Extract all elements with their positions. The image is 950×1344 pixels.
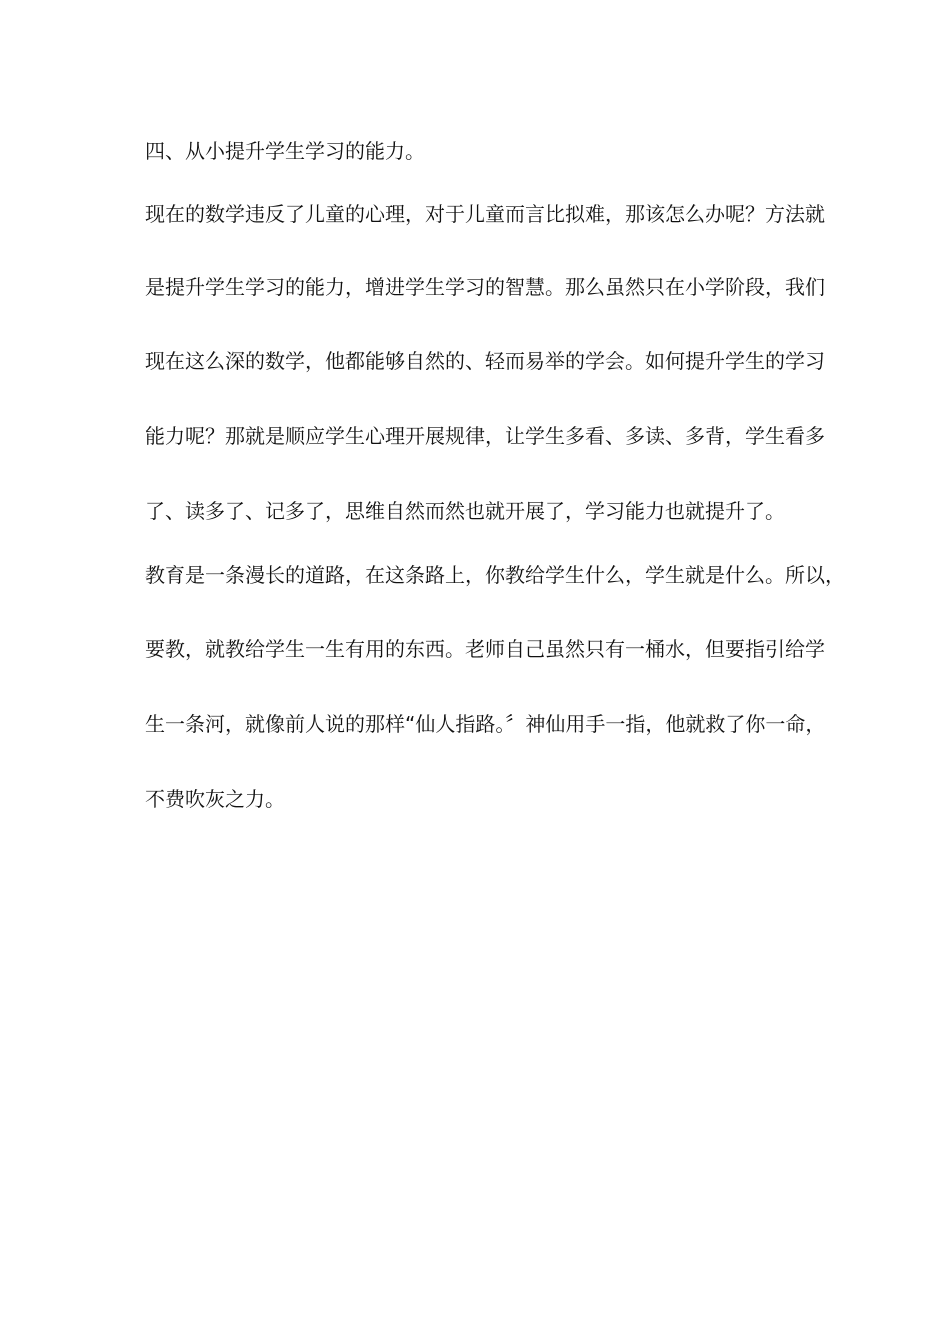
paragraph-1-line-3: 现在这么深的数学，他都能够自然的、轻而易举的学会。如何提升学生的学习 (145, 349, 825, 373)
paragraph-1-line-2: 是提升学生学习的能力，增进学生学习的智慧。那么虽然只在小学阶段，我们 (145, 275, 825, 299)
paragraph-2-line-1: 教育是一条漫长的道路，在这条路上，你教给学生什么，学生就是什么。所以， (145, 563, 845, 587)
paragraph-2-line-4: 不费吹灰之力。 (145, 787, 285, 811)
section-heading: 四、从小提升学生学习的能力。 (145, 139, 425, 163)
paragraph-2-line-2: 要教，就教给学生一生有用的东西。老师自己虽然只有一桶水，但要指引给学 (145, 637, 825, 661)
paragraph-1-line-5: 了、读多了、记多了，思维自然而然也就开展了，学习能力也就提升了。 (145, 499, 785, 523)
paragraph-2-line-3: 生一条河，就像前人说的那样“仙人指路。〞神仙用手一指，他就救了你一命， (145, 712, 826, 736)
paragraph-1-line-4: 能力呢？那就是顺应学生心理开展规律，让学生多看、多读、多背，学生看多 (145, 424, 825, 448)
paragraph-1-line-1: 现在的数学违反了儿童的心理，对于儿童而言比拟难，那该怎么办呢？方法就 (145, 202, 825, 226)
